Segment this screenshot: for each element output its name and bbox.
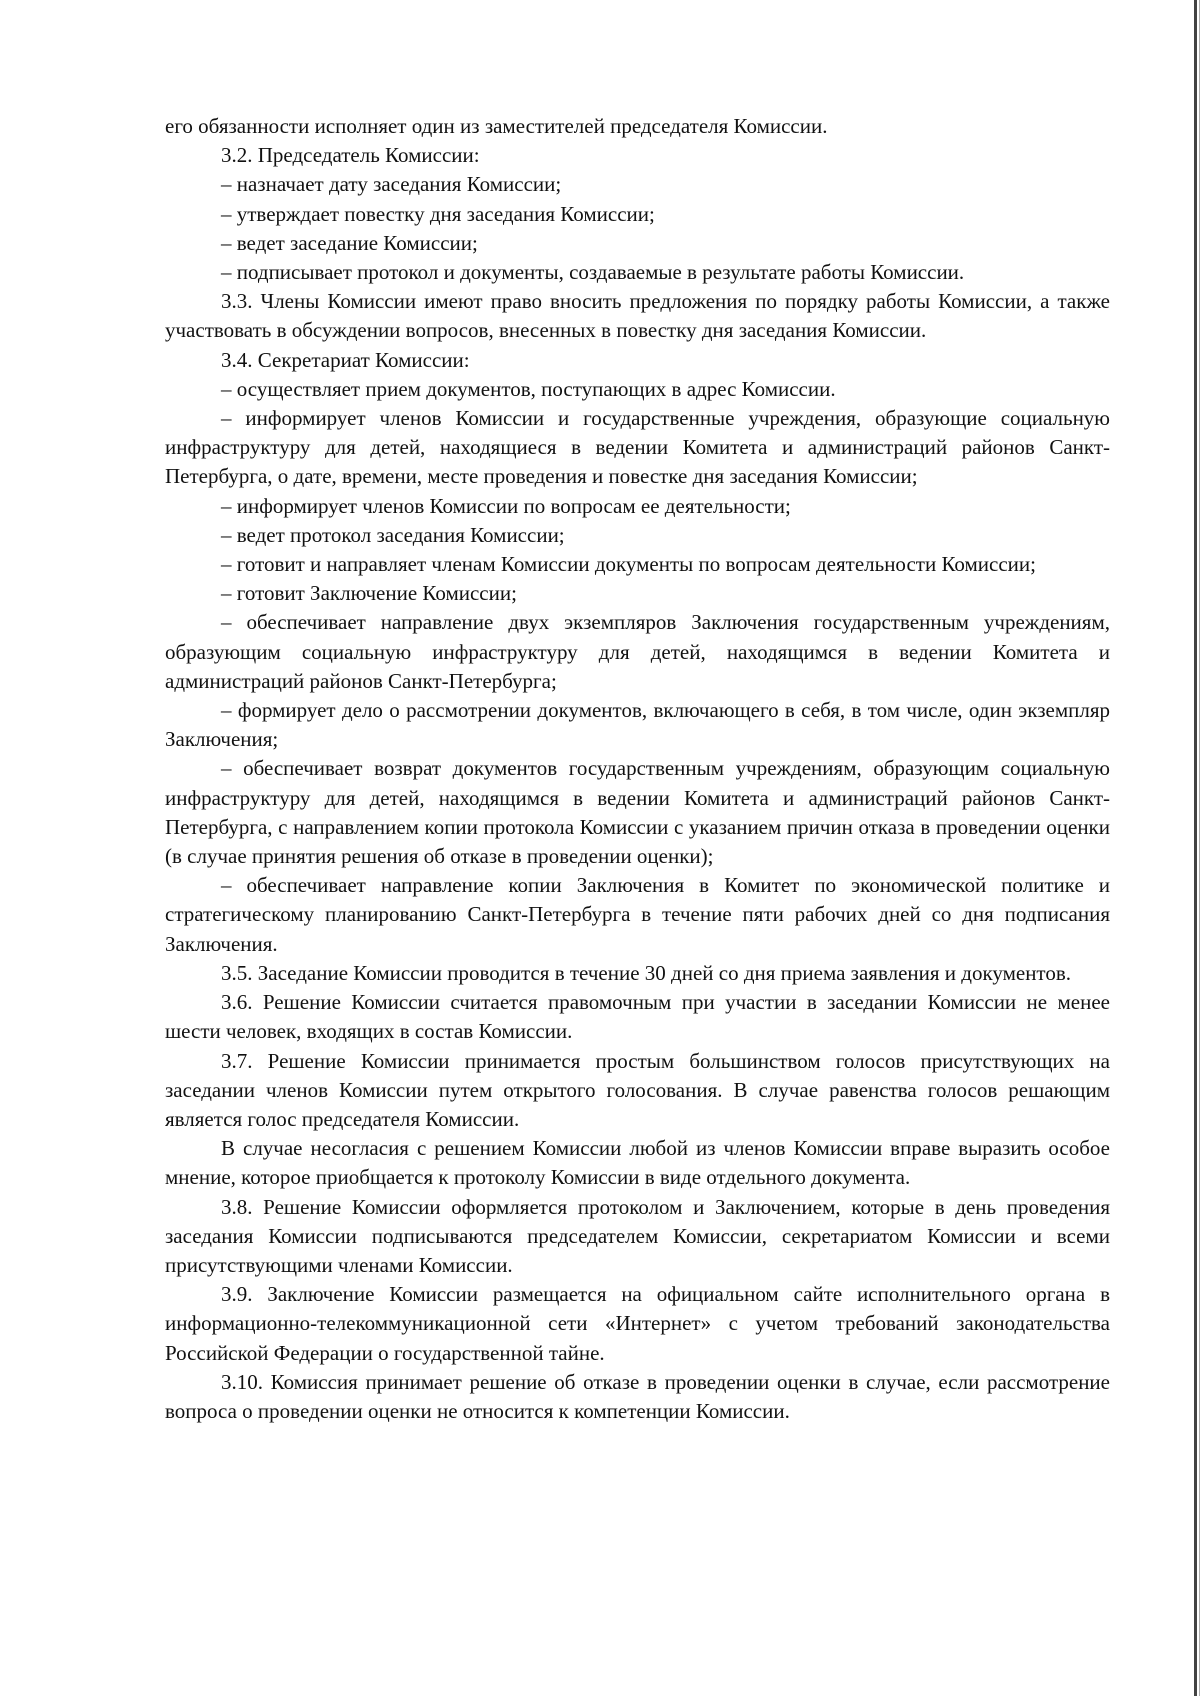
paragraph-3-4: 3.4. Секретариат Комиссии: xyxy=(221,347,470,372)
list-item: – ведет заседание Комиссии; xyxy=(221,230,478,255)
list-item: – осуществляет прием документов, поступающих в адрес Комиссии. xyxy=(221,376,836,401)
paragraph-3-10: 3.10. Комиссия принимает решение об отказе в проведении оценки в случае, если рассмотрение вопроса о проведении оценки не относится к компетенции Комиссии. xyxy=(165,1369,1110,1423)
list-item: – информирует членов Комиссии и государственные учреждения, образующие социальную инфраструктуру для детей, находящиеся в ведении Комитета и администраций районов Санкт-Петербурга, о дате, времени, месте проведения и повестке дня заседания Комиссии; xyxy=(165,406,1110,489)
list-item: – обеспечивает направление копии Заключения в Комитет по экономической политике и стратегическому планированию Санкт-Петербурга в течение пяти рабочих дней со дня подписания Заключения. xyxy=(165,873,1110,956)
paragraph-3-8: 3.8. Решение Комиссии оформляется протоколом и Заключением, которые в день проведения заседания Комиссии подписываются председателем Комиссии, секретариатом Комиссии и всеми присутствующими членами Комиссии. xyxy=(165,1194,1110,1277)
list-item: – назначает дату заседания Комиссии; xyxy=(221,172,562,197)
list-item: – обеспечивает возврат документов государственным учреждениям, образующим социальную инфраструктуру для детей, находящимся в ведении Комитета и администраций районов Санкт-Петербурга, с направлением копии протокола Комиссии с указанием причин отказа в проведении оценки (в случае принятия решения об отказе в проведении оценки); xyxy=(165,756,1110,869)
list-item: – подписывает протокол и документы, создаваемые в результате работы Комиссии. xyxy=(221,260,965,285)
paragraph-3-2: 3.2. Председатель Комиссии: xyxy=(221,143,480,168)
paragraph-continuation: его обязанности исполняет один из заместителей председателя Комиссии. xyxy=(165,114,828,138)
paragraph-3-3: 3.3. Члены Комиссии имеют право вносить предложения по порядку работы Комиссии, а также участвовать в обсуждении вопросов, внесенных в повестку дня заседания Комиссии. xyxy=(165,289,1110,343)
paragraph-dissent: В случае несогласия с решением Комиссии любой из членов Комиссии вправе выразить особое мнение, которое приобщается к протоколу Комиссии в виде отдельного документа. xyxy=(165,1136,1110,1190)
document-body xyxy=(165,112,1110,1426)
list-item: – информирует членов Комиссии по вопросам ее деятельности; xyxy=(221,493,791,518)
list-item: – готовит Заключение Комиссии; xyxy=(221,581,517,606)
list-item: – готовит и направляет членам Комиссии документы по вопросам деятельности Комиссии; xyxy=(221,552,1036,577)
list-item: – обеспечивает направление двух экземпляров Заключения государственным учреждениям, образующим социальную инфраструктуру для детей, находящимся в ведении Комитета и администраций районов Санкт-Петербурга; xyxy=(165,610,1110,693)
scan-border-line xyxy=(1194,0,1197,1696)
list-item: – утверждает повестку дня заседания Комиссии; xyxy=(221,201,655,226)
paragraph-3-9: 3.9. Заключение Комиссии размещается на официальном сайте исполнительного органа в информационно-телекоммуникационной сети «Интернет» с учетом требований законодательства Российской Федерации о государственной тайне. xyxy=(165,1282,1110,1365)
paragraph-3-5: 3.5. Заседание Комиссии проводится в течение 30 дней со дня приема заявления и документов. xyxy=(221,960,1071,985)
list-item: – формирует дело о рассмотрении документов, включающего в себя, в том числе, один экземпляр Заключения; xyxy=(165,698,1110,752)
list-item: – ведет протокол заседания Комиссии; xyxy=(221,522,565,547)
paragraph-3-6: 3.6. Решение Комиссии считается правомочным при участии в заседании Комиссии не менее шести человек, входящих в состав Комиссии. xyxy=(165,990,1110,1044)
paragraph-3-7: 3.7. Решение Комиссии принимается простым большинством голосов присутствующих на заседании членов Комиссии путем открытого голосования. В случае равенства голосов решающим является голос председателя Комиссии. xyxy=(165,1048,1110,1131)
